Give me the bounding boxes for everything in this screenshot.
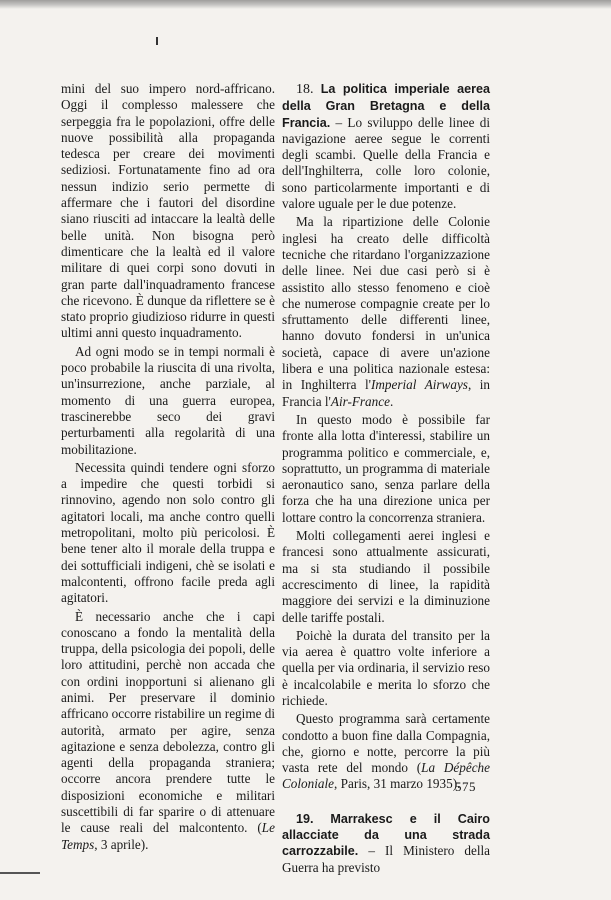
right-column xyxy=(282,81,490,876)
paragraph: Necessita quindi tendere ogni sforzo a impedire che questi torbidi si rinnovino, agendo non solo contro gli agitatori locali, ma anche contro quelli metropolitani, molto più pericolosi. È bene tener alto il morale della truppa e dei sottufficiali indigeni, chè se isolati e malcontenti, offrono facile preda agli agitatori. xyxy=(61,459,275,606)
airline-name: Imperial Airways xyxy=(371,377,468,393)
source-date: , 3 aprile). xyxy=(94,836,149,852)
section-gap xyxy=(282,793,490,811)
paragraph: Molti collegamenti aerei inglesi e francesi sono attualmente assicurati, ma si sta studiando il possibile accrescimento di linee, la rapidità maggiore dei servizi e la diminuzione delle tariffe postali. xyxy=(282,528,490,625)
paragraph: In questo modo è possibile far fronte alla lotta d'interessi, stabilire un programma politico e commerciale, e, soprattutto, un programma di materiale aeronautico sano, senza parlare della forza che ha una direzione unica per lottare contro la concorrenza straniera. xyxy=(282,411,490,525)
paragraph xyxy=(282,214,490,410)
paragraph-text: , in Francia l' xyxy=(282,377,491,409)
source-citation: La Dépêche Coloniale xyxy=(282,760,490,792)
scan-top-edge xyxy=(0,0,611,9)
airline-name: Air-France xyxy=(330,393,390,409)
section-number: 18. xyxy=(296,82,314,97)
heading-dash: – xyxy=(358,843,375,859)
section-19 xyxy=(282,811,490,876)
section-18 xyxy=(282,81,490,212)
section-heading: La politica imperiale aerea della Gran Bretagna e della Francia. xyxy=(282,82,491,130)
paragraph-text: Questo programma sarà certamente condotto a buon fine dalla Compagnia, che, giorno e notte, percorre la più vasta rete del mondo ( xyxy=(282,711,490,776)
source-citation: Le Temps xyxy=(61,820,275,852)
paragraph-text: . xyxy=(389,393,394,409)
section-heading: Marrakesc e il Cairo allacciate da una strada carrozzabile. xyxy=(282,811,490,859)
heading-dash: – xyxy=(330,114,343,130)
section-number: 19. xyxy=(296,811,314,826)
paragraph-text: Ma la ripartizione delle Colonie inglesi ha creato delle difficoltà tecniche che ritardano l'organizzazione delle linee. Nei due casi però si è assistito allo stesso fenomeno e cioè che numerose compagnie create per lo sfruttamento delle differenti linee, hanno dovuto fondersi in un'unica società, capace di avere un'azione libera e una politica nazionale estesa: in Inghilterra l' xyxy=(282,214,490,393)
left-column xyxy=(61,81,275,853)
paragraph-text: Il Ministero della Guerra ha previsto xyxy=(282,843,491,875)
source-date: , Paris, 31 marzo 1935). xyxy=(334,776,461,792)
scan-mark xyxy=(156,37,158,45)
paragraph: È necessario anche che i capi conoscano a fondo la mentalità della truppa, della psicologia dei popoli, delle loro attitudini, perchè non accada che con ordini inopportuni si alienano gli animi. Per preservare il dominio affricano occorre ristabilire un regime di autorità, armato per agire, senza agitazione e senza debolezza, contro gli agenti della propaganda straniera; occorre ancora prendere tutte le disposizioni economiche e militari suscettibili di far sparire o di attenuare le cause reali del malcontento. (Le Temps, 3 aprile). xyxy=(61,608,275,852)
paragraph-text: Lo sviluppo delle linee di navigazione aeree segue le correnti degli scambi. Quelle della Francia e dell'Inghilterra, colle loro colonie, sono particolarmente importanti e di valore uguale per le due potenze. xyxy=(282,114,491,212)
paragraph: Poichè la durata del transito per la via aerea è quattro volte inferiore a quella per via ordinaria, il servizio reso è incalcolabile e merita lo sforzo che richiede. xyxy=(282,627,490,708)
paragraph-text: È necessario anche che i capi conoscano a fondo la mentalità della truppa, della psicologia dei popoli, delle loro attitudini, perchè non accada che con ordini inopportuni si alienano gli animi. Per preservare il dominio affricano occorre ristabilire un regime di autorità, armato per agire, senza agitazione e senza debolezza, contro gli agenti della propaganda straniera; occorre ancora prendere tutte le disposizioni economiche e militari suscettibili di far sparire o di attenuare le cause reali del malcontento. xyxy=(61,608,275,836)
page-number: 575 xyxy=(455,779,476,794)
paragraph: mini del suo impero nord-affricano. Oggi il complesso malessere che serpeggia fra le popolazioni, offre delle nuove possibilità alla propaganda tedesca per creare dei movimenti sediziosi. Fortunatamente fino ad ora nessun indizio serio permette di affermare che i fautori del disordine siano riusciti ad intaccare la lealtà delle belle unità. Non bisogna però dimenticare che la lealtà ed il valore militare di quei corpi sono dovuti in gran parte dall'inquadramento francese che ricevono. È dunque da riflettere se è stato proprio giudizioso ridurre in questi ultimi anni questo inquadramento. xyxy=(61,81,275,341)
scan-mark xyxy=(0,872,40,874)
paragraph: Ad ogni modo se in tempi normali è poco probabile la riuscita di una rivolta, un'insurrezione, anche parziale, al momento di una guerra europea, trascinerebbe seco dei gravi perturbamenti alla regolarità di una mobilitazione. xyxy=(61,343,275,457)
